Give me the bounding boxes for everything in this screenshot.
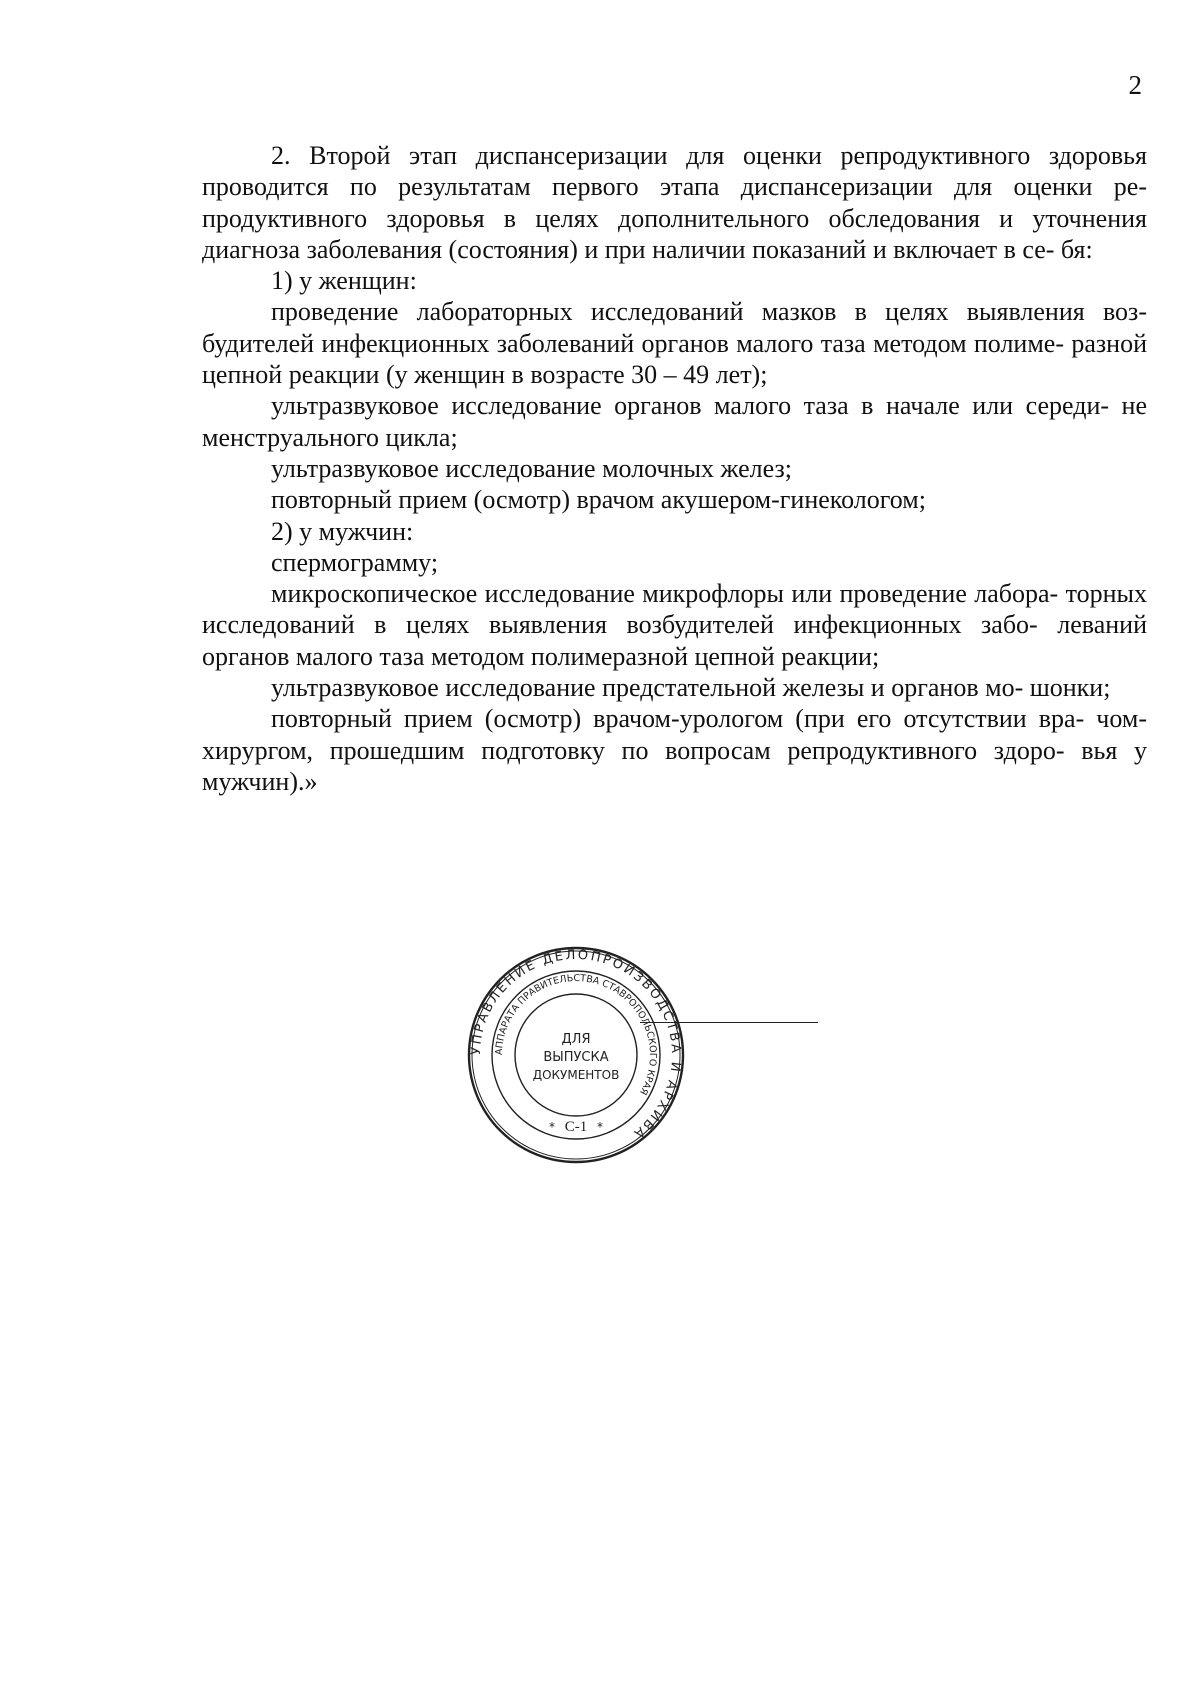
list-heading-women: 1) у женщин: [271, 266, 417, 296]
stamp-center-line-2: ВЫПУСКА [543, 1050, 609, 1065]
list-item: повторный прием (осмотр) врачом акушером-гинекологом; [271, 485, 926, 515]
stamp-code: С-1 [564, 1119, 588, 1135]
stamp-inner-text: АППАРАТА ПРАВИТЕЛЬСТВА СТАВРОПОЛЬСКОГО КРАЯ [493, 972, 659, 1097]
stamp-star-left: * [549, 1120, 555, 1134]
stamp-center-line-1: ДЛЯ [561, 1032, 591, 1047]
list-heading-men: 2) у мужчин: [271, 516, 414, 546]
list-item: микроскопическое исследование микрофлоры или проведение лабора- торных исследований в целях выявления возбудителей инфекционных забо- леваний органов малого таза методом полимеразной цепной реакции; [202, 579, 1147, 671]
document-body [202, 140, 1147, 797]
stamp-center-line-3: ДОКУМЕНТОВ [532, 1068, 620, 1082]
list-item: ультразвуковое исследование предстательной железы и органов мо- шонки; [271, 673, 1111, 703]
stamp-star-right: * [597, 1120, 603, 1134]
list-item: ультразвуковое исследование органов малого таза в начале или середи- не менструального цикла; [202, 391, 1147, 452]
paragraph-intro: 2. Второй этап диспансеризации для оценки репродуктивного здоровья проводится по результатам первого этапа диспансеризации для оценки ре- продуктивного здоровья в целях дополнительного обследования и уточнения диагноза заболевания (состояния) и при наличии показаний и включает в се- бя: [202, 141, 1147, 264]
official-stamp [466, 945, 686, 1165]
list-item: ультразвуковое исследование молочных желез; [271, 453, 792, 483]
list-item: проведение лабораторных исследований мазков в целях выявления воз- будителей инфекционных заболеваний органов малого таза методом полиме- разной цепной реакции (у женщин в возрасте 30 – 49 лет); [202, 297, 1147, 390]
list-item: повторный прием (осмотр) врачом-урологом (при его отсутствии вра- чом-хирургом, прошедшим подготовку по вопросам репродуктивного здоро- вья у мужчин).» [202, 704, 1147, 796]
list-item: спермограмму; [271, 547, 439, 577]
stamp-outer-text: УПРАВЛЕНИЕ ДЕЛОПРОИЗВОДСТВА И АРХИВА [468, 947, 684, 1142]
page-number: 2 [1128, 70, 1142, 100]
